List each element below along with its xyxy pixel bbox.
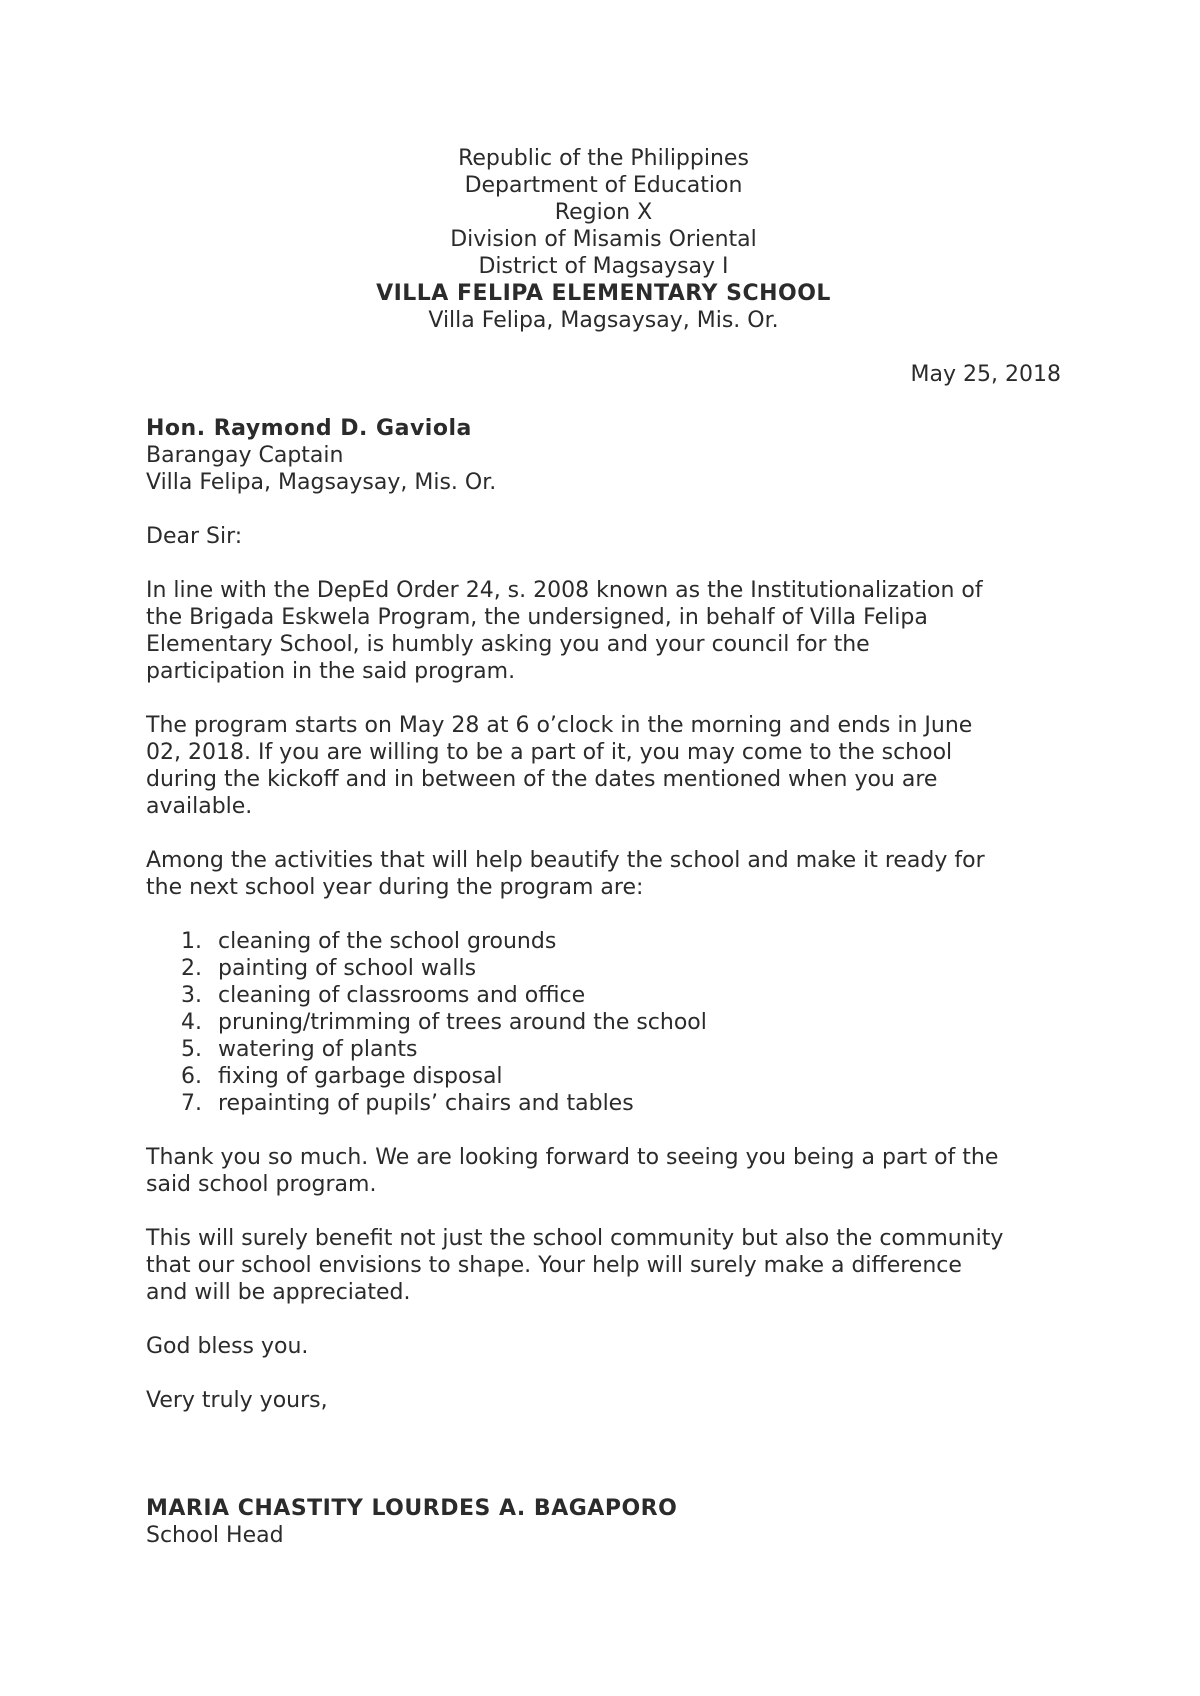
paragraph-line: the Brigada Eskwela Program, the undersigned, in behalf of Villa Felipa — [146, 605, 928, 630]
list-number: 6. — [181, 1064, 202, 1089]
letterhead-region: Region X — [554, 200, 653, 225]
letter-page — [146, 145, 1061, 1549]
signature-space — [146, 1414, 1061, 1495]
paragraph-line: The program starts on May 28 at 6 o’clock in the morning and ends in June — [146, 713, 973, 738]
list-number: 2. — [181, 956, 202, 981]
paragraph-line: 02, 2018. If you are willing to be a part of it, you may come to the school — [146, 740, 953, 765]
paragraph-2 — [146, 712, 1061, 820]
paragraph-6: God bless you. — [146, 1334, 309, 1359]
letterhead-republic: Republic of the Philippines — [458, 146, 749, 171]
paragraph-line: available. — [146, 794, 253, 819]
signatory-name: MARIA CHASTITY LOURDES A. BAGAPORO — [146, 1496, 678, 1521]
activities-list — [146, 928, 1061, 1117]
list-item — [181, 982, 1061, 1009]
letterhead — [146, 145, 1061, 334]
list-item — [181, 1009, 1061, 1036]
paragraph-line: the next school year during the program are: — [146, 875, 644, 900]
list-item-text: painting of school walls — [218, 956, 477, 981]
paragraph-line: Among the activities that will help beautify the school and make it ready for — [146, 848, 985, 873]
letterhead-school-name: VILLA FELIPA ELEMENTARY SCHOOL — [376, 281, 831, 306]
list-number: 4. — [181, 1010, 202, 1035]
signatory-title: School Head — [146, 1523, 284, 1548]
list-item-text: repainting of pupils’ chairs and tables — [218, 1091, 634, 1116]
list-number: 7. — [181, 1091, 202, 1116]
activities-list-wrapper — [146, 928, 1061, 1117]
paragraph-line: Elementary School, is humbly asking you and your council for the — [146, 632, 870, 657]
list-item-text: pruning/trimming of trees around the school — [218, 1010, 707, 1035]
paragraph-3 — [146, 847, 1061, 901]
closing: Very truly yours, — [146, 1388, 328, 1413]
recipient-block — [146, 415, 1061, 496]
list-number: 5. — [181, 1037, 202, 1062]
paragraph-line: that our school envisions to shape. Your help will surely make a difference — [146, 1253, 962, 1278]
paragraph-line: said school program. — [146, 1172, 377, 1197]
paragraph-line: This will surely benefit not just the school community but also the community — [146, 1226, 1004, 1251]
list-number: 3. — [181, 983, 202, 1008]
list-item — [181, 928, 1061, 955]
paragraph-1 — [146, 577, 1061, 685]
paragraph-line: and will be appreciated. — [146, 1280, 411, 1305]
paragraph-line: Thank you so much. We are looking forward to seeing you being a part of the — [146, 1145, 999, 1170]
paragraph-line: In line with the DepEd Order 24, s. 2008 known as the Institutionalization of — [146, 578, 983, 603]
list-item — [181, 1036, 1061, 1063]
paragraph-4 — [146, 1144, 1061, 1198]
list-item-text: cleaning of classrooms and office — [218, 983, 586, 1008]
paragraph-line: during the kickoff and in between of the dates mentioned when you are — [146, 767, 938, 792]
letterhead-district: District of Magsaysay I — [478, 254, 729, 279]
recipient-address: Villa Felipa, Magsaysay, Mis. Or. — [146, 470, 497, 495]
letter-date: May 25, 2018 — [910, 362, 1061, 387]
salutation: Dear Sir: — [146, 524, 243, 549]
list-number: 1. — [181, 929, 202, 954]
paragraph-5 — [146, 1225, 1061, 1306]
list-item-text: cleaning of the school grounds — [218, 929, 557, 954]
recipient-title: Barangay Captain — [146, 443, 344, 468]
list-item — [181, 1063, 1061, 1090]
list-item-text: watering of plants — [218, 1037, 418, 1062]
recipient-name: Hon. Raymond D. Gaviola — [146, 416, 472, 441]
letterhead-department: Department of Education — [464, 173, 743, 198]
signatory-block — [146, 1495, 1061, 1549]
list-item — [181, 955, 1061, 982]
list-item — [181, 1090, 1061, 1117]
letterhead-division: Division of Misamis Oriental — [450, 227, 757, 252]
paragraph-line: participation in the said program. — [146, 659, 516, 684]
list-item-text: fixing of garbage disposal — [218, 1064, 503, 1089]
letterhead-school-address: Villa Felipa, Magsaysay, Mis. Or. — [428, 308, 779, 333]
